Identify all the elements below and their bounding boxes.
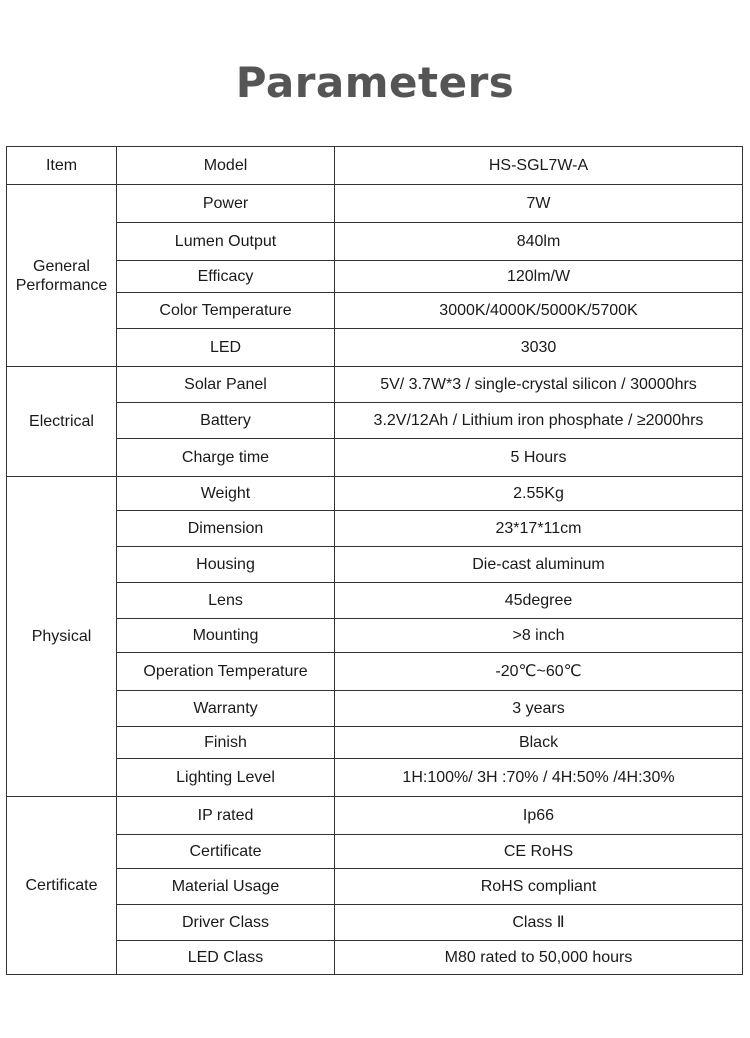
table-row [7,759,743,797]
table-row [7,511,743,547]
model-label-cell: Model [117,147,335,185]
param-label: Housing [117,547,335,583]
param-value: 840lm [335,223,743,261]
table-row [7,727,743,759]
model-value-cell: HS-SGL7W-A [335,147,743,185]
table-row [7,329,743,367]
group-general-performance: General Performance [7,185,117,367]
page-title: Parameters [235,58,515,107]
param-label: Solar Panel [117,367,335,403]
param-label: Finish [117,727,335,759]
param-value: 5 Hours [335,439,743,477]
table-row [7,869,743,905]
param-label: Efficacy [117,261,335,293]
param-value: 45degree [335,583,743,619]
table-row [7,367,743,403]
param-value: 1H:100%/ 3H :70% / 4H:50% /4H:30% [335,759,743,797]
param-value: CE RoHS [335,835,743,869]
param-value: 2.55Kg [335,477,743,511]
param-value: 7W [335,185,743,223]
group-certificate: Certificate [7,797,117,975]
param-label: Warranty [117,691,335,727]
param-label: Weight [117,477,335,511]
param-value: RoHS compliant [335,869,743,905]
table-row [7,403,743,439]
param-value: 5V/ 3.7W*3 / single-crystal silicon / 30000hrs [335,367,743,403]
table-row [7,653,743,691]
param-value: Black [335,727,743,759]
param-value: 3000K/4000K/5000K/5700K [335,293,743,329]
param-label: Dimension [117,511,335,547]
param-label: Material Usage [117,869,335,905]
item-header-cell: Item [7,147,117,185]
parameters-table [6,146,743,975]
param-value: 3 years [335,691,743,727]
param-value: -20℃~60℃ [335,653,743,691]
table-row [7,583,743,619]
param-label: LED Class [117,941,335,975]
param-value: 3.2V/12Ah / Lithium iron phosphate / ≥2000hrs [335,403,743,439]
param-label: LED [117,329,335,367]
param-label: Mounting [117,619,335,653]
param-value: 3030 [335,329,743,367]
table-row [7,691,743,727]
param-label: Color Temperature [117,293,335,329]
table-row [7,293,743,329]
param-label: Battery [117,403,335,439]
table-row-model [7,147,743,185]
param-value: Class Ⅱ [335,905,743,941]
group-electrical: Electrical [7,367,117,477]
table-row [7,941,743,975]
param-value: M80 rated to 50,000 hours [335,941,743,975]
param-label: Lens [117,583,335,619]
param-label: Driver Class [117,905,335,941]
param-value: 23*17*11cm [335,511,743,547]
table-row [7,261,743,293]
table-row [7,439,743,477]
table-row [7,835,743,869]
param-label: Power [117,185,335,223]
table-row [7,477,743,511]
param-value: 120lm/W [335,261,743,293]
table-row [7,619,743,653]
param-label: Lumen Output [117,223,335,261]
param-value: Ip66 [335,797,743,835]
param-value: >8 inch [335,619,743,653]
param-label: Lighting Level [117,759,335,797]
table-row [7,547,743,583]
table-row [7,797,743,835]
table-row [7,185,743,223]
table-row [7,905,743,941]
param-label: Operation Temperature [117,653,335,691]
param-value: Die-cast aluminum [335,547,743,583]
table-row [7,223,743,261]
group-physical: Physical [7,477,117,797]
param-label: IP rated [117,797,335,835]
param-label: Charge time [117,439,335,477]
param-label: Certificate [117,835,335,869]
